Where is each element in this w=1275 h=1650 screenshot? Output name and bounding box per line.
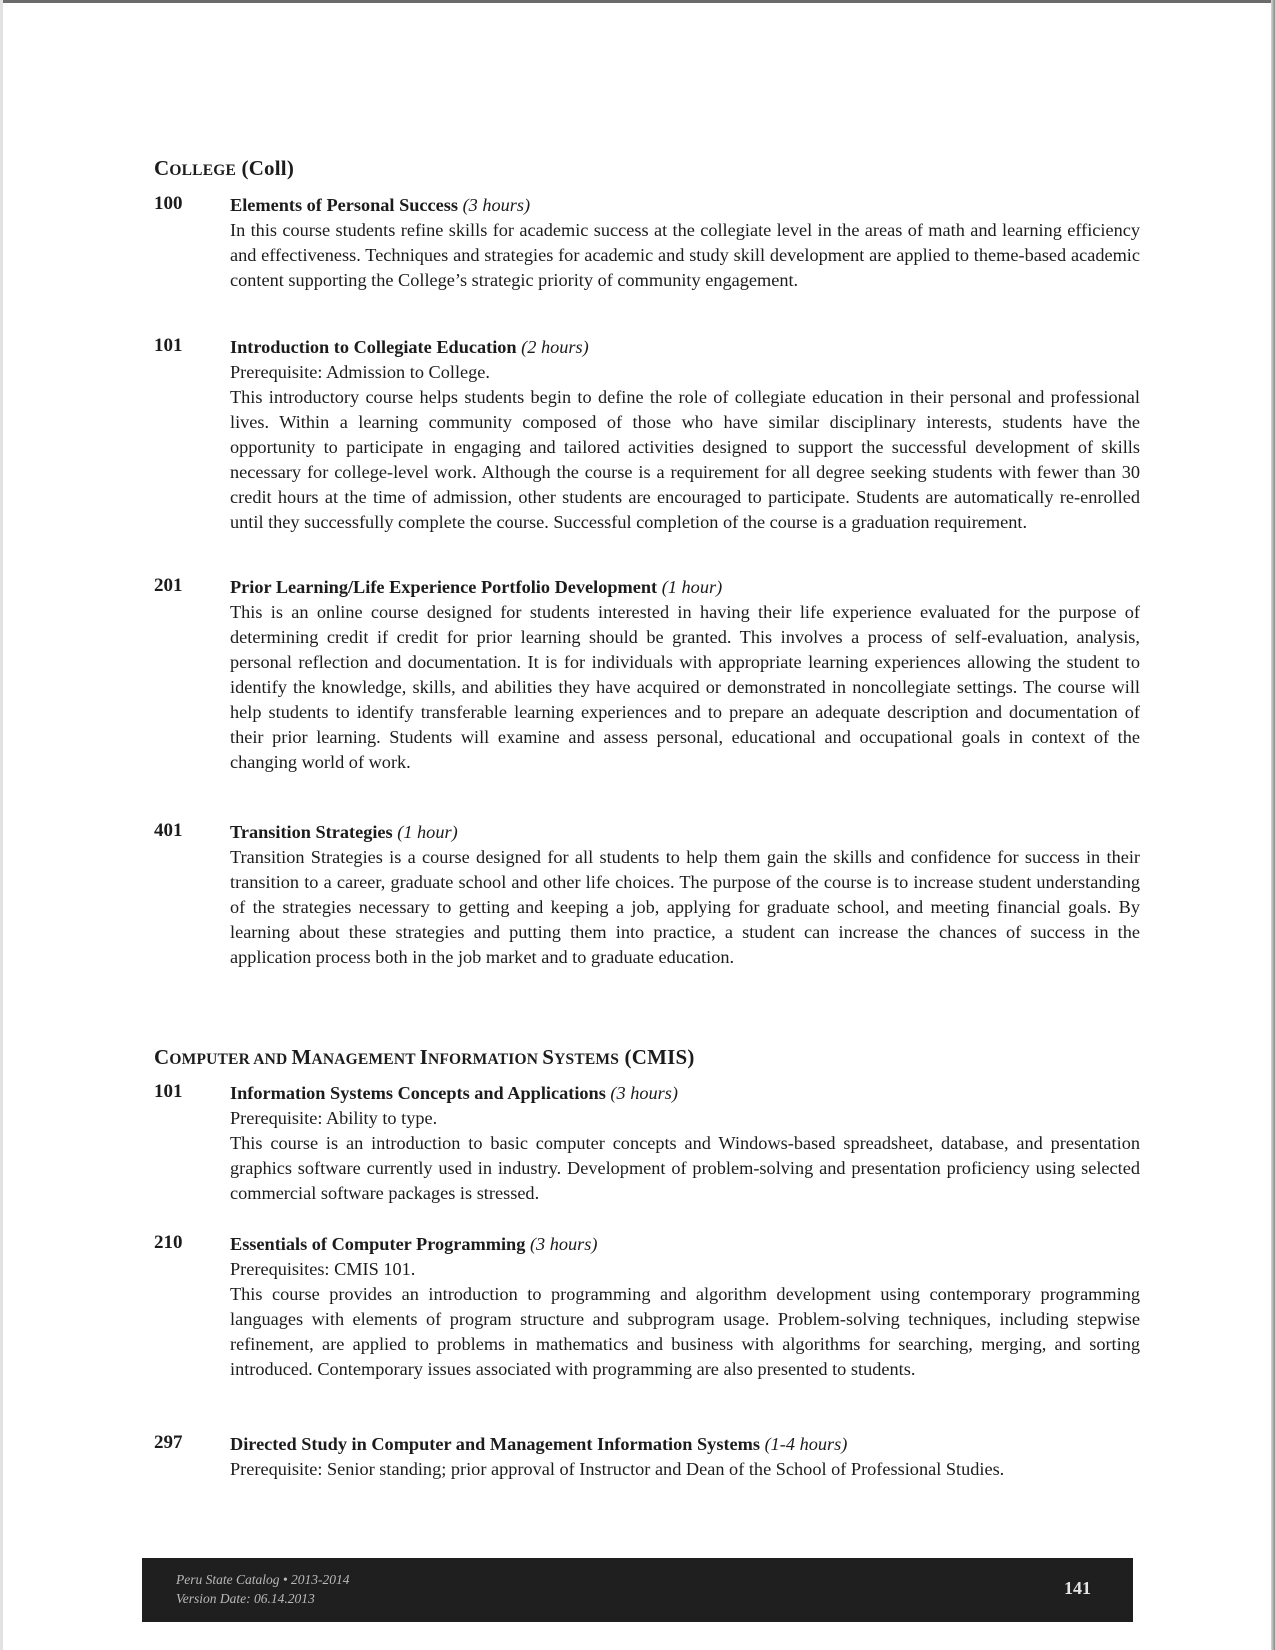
course-title: Introduction to Collegiate Education bbox=[230, 337, 517, 357]
title-initial: I bbox=[419, 1045, 428, 1069]
course-title: Elements of Personal Success bbox=[230, 195, 458, 215]
course-heading bbox=[230, 1232, 1140, 1257]
course-heading bbox=[230, 193, 1140, 218]
course-description: This introductory course helps students begin to define the role of collegiate education in their personal and professional lives. Within a learning community composed of those who have similar disciplinary interests, students have the opportunity to participate in engaging and tailored activities designed to support the successful development of skills necessary for college-level work. Although the course is a requirement for all degree seeking students with fewer than 30 credit hours at the time of admission, other students are encouraged to participate. Students are automatically re-enrolled until they successfully complete the course. Successful completion of the course is a graduation requirement. bbox=[230, 387, 1140, 532]
course-number: 210 bbox=[154, 1232, 183, 1253]
course-number: 101 bbox=[154, 1081, 183, 1102]
course-cmis-297 bbox=[154, 1432, 1140, 1482]
course-description: In this course students refine skills for academic success at the collegiate level in the areas of math and learning efficiency and effectiveness. Techniques and strategies for academic and study skill development are applied to theme-based academic content supporting the College’s strategic priority of community engagement. bbox=[230, 220, 1140, 290]
scan-edge-left bbox=[0, 0, 3, 1650]
scan-edge-top bbox=[0, 0, 1275, 3]
course-prerequisite: Prerequisite: Ability to type. bbox=[230, 1108, 438, 1128]
course-title: Transition Strategies bbox=[230, 822, 393, 842]
title-initial: M bbox=[291, 1045, 312, 1069]
course-number: 101 bbox=[154, 335, 183, 356]
page-number: 141 bbox=[1064, 1578, 1091, 1598]
course-heading bbox=[230, 1432, 1140, 1457]
course-coll-401 bbox=[154, 820, 1140, 970]
course-description: Transition Strategies is a course designed for all students to help them gain the skills and confidence for success in their transition to a career, graduate school and other life choices. The purpose of the course is to increase student understanding of the strategies necessary to getting and keeping a job, applying for graduate school, and meeting financial goals. By learning about these strategies and putting them into practice, a student can increase the chances of success in the application process both in the job market and to graduate education. bbox=[230, 847, 1140, 967]
course-prerequisite: Prerequisites: CMIS 101. bbox=[230, 1259, 416, 1279]
title-part: NFORMATION bbox=[427, 1051, 543, 1068]
course-title: Directed Study in Computer and Management Information Systems bbox=[230, 1434, 760, 1454]
course-hours: (1-4 hours) bbox=[764, 1434, 848, 1454]
course-hours: (3 hours) bbox=[610, 1083, 678, 1103]
course-coll-201 bbox=[154, 575, 1140, 775]
title-part: OMPUTER AND bbox=[169, 1051, 292, 1068]
course-hours: (1 hour) bbox=[661, 577, 723, 597]
footer-catalog: Peru State Catalog • 2013-2014 bbox=[176, 1572, 350, 1587]
course-number: 100 bbox=[154, 193, 183, 214]
course-heading bbox=[230, 1081, 1140, 1106]
course-cmis-210 bbox=[154, 1232, 1140, 1382]
course-heading bbox=[230, 820, 1140, 845]
course-number: 201 bbox=[154, 575, 183, 596]
title-part: ANAGEMENT bbox=[311, 1051, 420, 1068]
title-initial: C bbox=[154, 156, 170, 180]
course-title: Information Systems Concepts and Applications bbox=[230, 1083, 606, 1103]
title-initial: C bbox=[154, 1045, 170, 1069]
title-code: (CMIS) bbox=[619, 1045, 695, 1069]
footer-version-date: Version Date: 06.14.2013 bbox=[176, 1591, 315, 1606]
course-hours: (3 hours) bbox=[462, 195, 531, 215]
page-footer bbox=[142, 1558, 1133, 1622]
course-heading bbox=[230, 335, 1140, 360]
course-title: Essentials of Computer Programming bbox=[230, 1234, 526, 1254]
section-title-cmis bbox=[154, 1045, 695, 1070]
course-prerequisite: Prerequisite: Admission to College. bbox=[230, 362, 490, 382]
section-title-college bbox=[154, 156, 294, 181]
course-description: This course is an introduction to basic computer concepts and Windows-based spreadsheet, database, and presentation graphics software currently used in industry. Development of problem-solving and presentation proficiency using selected commercial software packages is stressed. bbox=[230, 1133, 1140, 1203]
course-hours: (3 hours) bbox=[529, 1234, 598, 1254]
course-prerequisite: Prerequisite: Senior standing; prior approval of Instructor and Dean of the School of Professional Studies. bbox=[230, 1459, 1005, 1479]
course-cmis-101 bbox=[154, 1081, 1140, 1206]
course-heading bbox=[230, 575, 1140, 600]
course-number: 401 bbox=[154, 820, 183, 841]
title-initial: S bbox=[542, 1045, 555, 1069]
course-title: Prior Learning/Life Experience Portfolio Development bbox=[230, 577, 658, 597]
title-part: YSTEMS bbox=[554, 1051, 620, 1068]
course-coll-100 bbox=[154, 193, 1140, 293]
course-hours: (1 hour) bbox=[397, 822, 458, 842]
title-code: (Coll) bbox=[236, 156, 295, 180]
course-number: 297 bbox=[154, 1432, 183, 1453]
title-rest: OLLEGE bbox=[169, 162, 237, 179]
course-hours: (2 hours) bbox=[521, 337, 589, 357]
scan-edge-right bbox=[1271, 0, 1275, 1650]
course-description: This is an online course designed for students interested in having their life experience evaluated for the purpose of determining credit if credit for prior learning should be granted. This involves a process of self-evaluation, analysis, personal reflection and documentation. It is for individuals with appropriate learning experiences allowing the student to identify the knowledge, skills, and abilities they have acquired or demonstrated in noncollegiate settings. The course will help students to identify transferable learning experiences and to prepare an adequate description and documentation of their prior learning. Students will examine and assess personal, educational and occupational goals in context of the changing world of work. bbox=[230, 602, 1140, 772]
course-coll-101 bbox=[154, 335, 1140, 535]
course-description: This course provides an introduction to programming and algorithm development using contemporary programming languages with elements of program structure and subprogram usage. Problem-solving techniques, including stepwise refinement, are applied to problems in mathematics and business with algorithms for searching, merging, and sorting introduced. Contemporary issues associated with programming are also presented to students. bbox=[230, 1284, 1140, 1379]
